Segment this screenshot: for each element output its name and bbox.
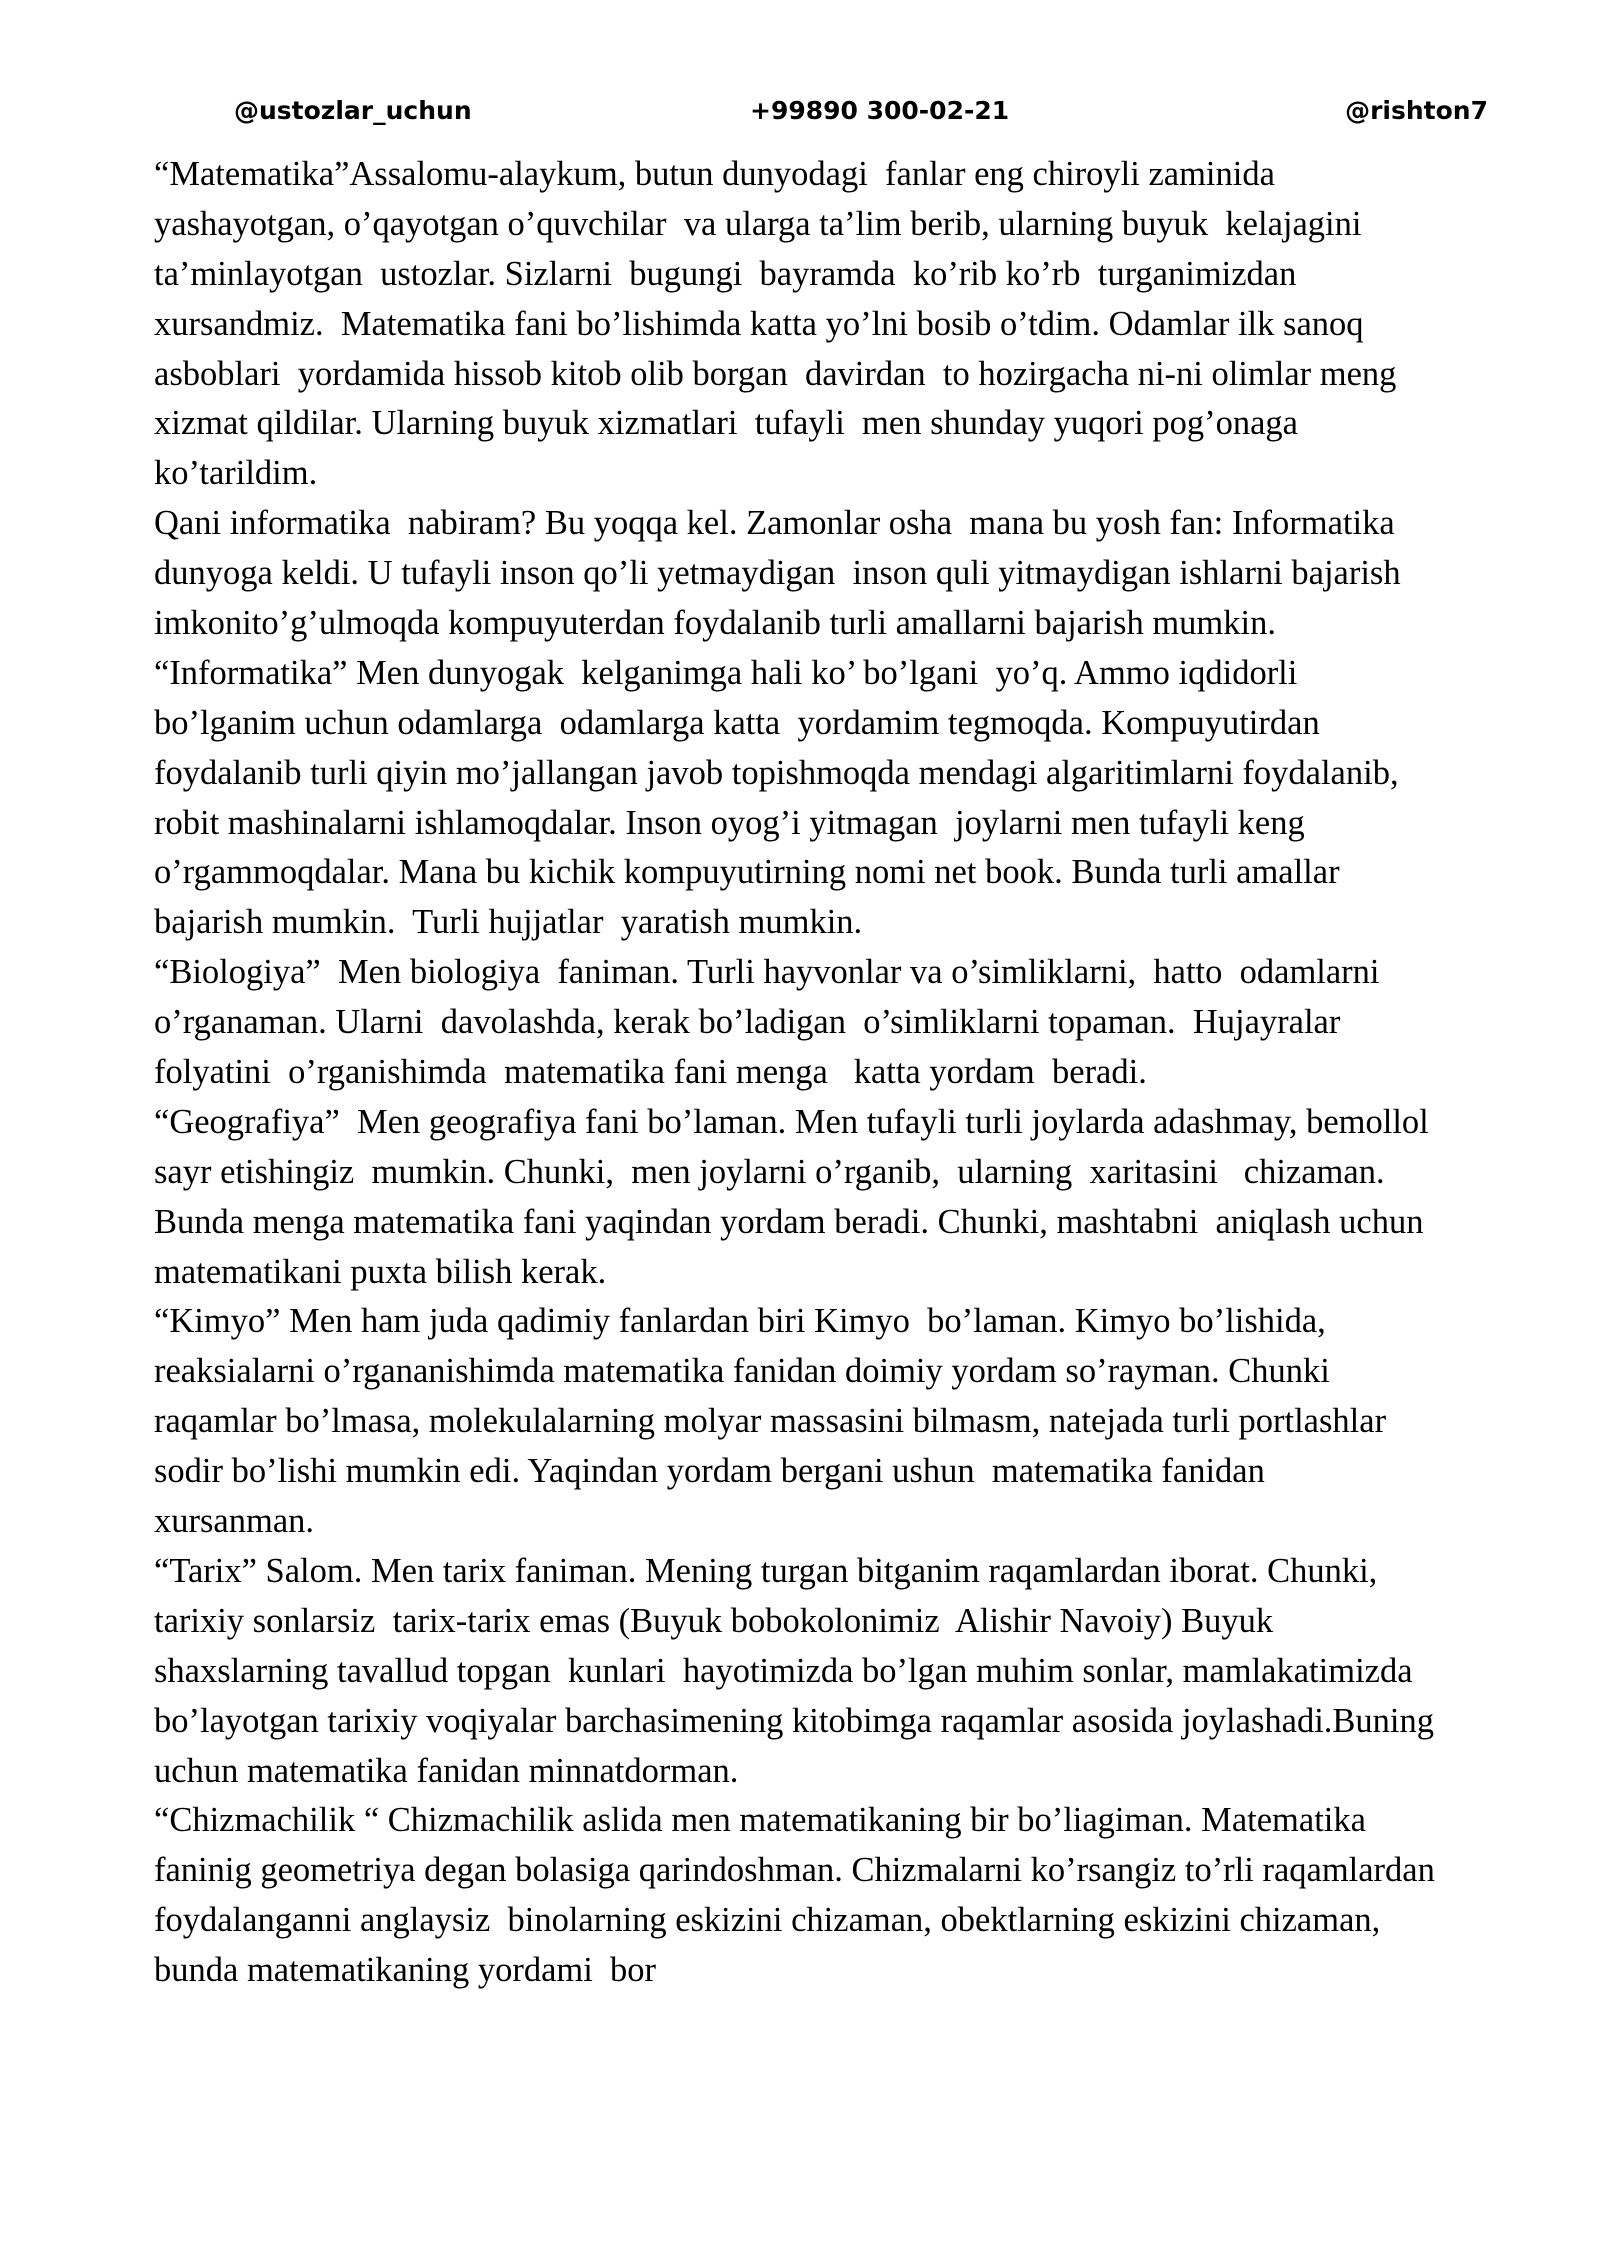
text-line: “Informatika” Men dunyogak kelganimga hali ko’ bo’lgani yo’q. Ammo iqdidorli bbox=[154, 653, 1298, 692]
text-line: ta’minlayotgan ustozlar. Sizlarni bugungi bayramda ko’rib ko’rb turganimizdan bbox=[154, 254, 1297, 293]
text-line: folyatini o’rganishimda matematika fani menga katta yordam beradi. bbox=[154, 1053, 1147, 1092]
text-line: sayr etishingiz mumkin. Chunki, men joylarni o’rganib, ularning xaritasini chizaman. bbox=[154, 1152, 1385, 1191]
text-line: Qani informatika nabiram? Bu yoqqa kel. Zamonlar osha mana bu yosh fan: Informatika bbox=[154, 504, 1395, 543]
text-line: “Geografiya” Men geografiya fani bo’laman. Men tufayli turli joylarda adashmay, bemollol bbox=[154, 1102, 1429, 1141]
document-body bbox=[154, 150, 1574, 1996]
text-line: o’rgammoqdalar. Mana bu kichik kompuyutirning nomi net book. Bunda turli amallar bbox=[154, 853, 1340, 892]
text-line: “Tarix” Salom. Men tarix faniman. Mening turgan bitganim raqamlardan iborat. Chunki, bbox=[154, 1551, 1378, 1590]
text-line: xursandmiz. Matematika fani bo’lishimda katta yo’lni bosib o’tdim. Odamlar ilk sanoq bbox=[154, 304, 1364, 343]
text-line: tarixiy sonlarsiz tarix-tarix emas (Buyuk bobokolonimiz Alishir Navoiy) Buyuk bbox=[154, 1601, 1274, 1640]
text-line: imkonito’g’ulmoqda kompuyuterdan foydalanib turli amallarni bajarish mumkin. bbox=[154, 604, 1276, 643]
header-username: @ustozlar_uchun bbox=[234, 96, 472, 125]
text-line: bo’layotgan tarixiy voqiyalar barchasimening kitobimga raqamlar asosida joylashadi.Buning bbox=[154, 1701, 1435, 1740]
text-line: asboblari yordamida hissob kitob olib borgan davirdan to hozirgacha ni-ni olimlar meng bbox=[154, 354, 1397, 393]
text-line: shaxslarning tavallud topgan kunlari hayotimizda bo’lgan muhim sonlar, mamlakatimizda bbox=[154, 1651, 1413, 1690]
header-phone: +99890 300-02-21 bbox=[750, 96, 1010, 125]
header-channel: @rishton7 bbox=[1345, 96, 1488, 125]
text-line: bo’lganim uchun odamlarga odamlarga katta yordamim tegmoqda. Kompuyutirdan bbox=[154, 703, 1320, 742]
text-line: foydalanganni anglaysiz binolarning eskizini chizaman, obektlarning eskizini chizaman, bbox=[154, 1901, 1381, 1940]
page-header bbox=[0, 96, 1600, 136]
text-line: matematikani puxta bilish kerak. bbox=[154, 1252, 607, 1291]
text-line: sodir bo’lishi mumkin edi. Yaqindan yordam bergani ushun matematika fanidan bbox=[154, 1452, 1265, 1491]
text-line: dunyoga keldi. U tufayli inson qo’li yetmaydigan inson quli yitmaydigan ishlarni bajarish bbox=[154, 554, 1401, 593]
text-line: faninig geometriya degan bolasiga qarindoshman. Chizmalarni ko’rsangiz to’rli raqamlardan bbox=[154, 1851, 1435, 1890]
text-line: “Kimyo” Men ham juda qadimiy fanlardan biri Kimyo bo’laman. Kimyo bo’lishida, bbox=[154, 1302, 1326, 1341]
text-line: bajarish mumkin. Turli hujjatlar yaratish mumkin. bbox=[154, 903, 863, 942]
text-line: “Matematika”Assalomu-alaykum, butun dunyodagi fanlar eng chiroyli zaminida bbox=[154, 155, 1275, 193]
text-line: bunda matematikaning yordami bor bbox=[154, 1951, 657, 1990]
text-line: robit mashinalarni ishlamoqdalar. Inson oyog’i yitmagan joylarni men tufayli keng bbox=[154, 803, 1305, 842]
text-line: Bunda menga matematika fani yaqindan yordam beradi. Chunki, mashtabni aniqlash uchun bbox=[154, 1202, 1424, 1241]
text-line: yashayotgan, o’qayotgan o’quvchilar va ularga ta’lim berib, ularning buyuk kelajagini bbox=[154, 204, 1362, 243]
text-line: “Biologiya” Men biologiya faniman. Turli hayvonlar va o’simliklarni, hatto odamlarni bbox=[154, 953, 1380, 992]
text-line: “Chizmachilik “ Chizmachilik aslida men matematikaning bir bo’liagiman. Matematika bbox=[154, 1801, 1366, 1840]
text-line: foydalanib turli qiyin mo’jallangan javob topishmoqda mendagi algaritimlarni foydalanib, bbox=[154, 753, 1399, 792]
text-line: uchun matematika fanidan minnatdorman. bbox=[154, 1751, 739, 1790]
text-line: xursanman. bbox=[154, 1502, 315, 1541]
text-line: ko’tarildim. bbox=[154, 454, 318, 493]
text-line: reaksialarni o’rgananishimda matematika fanidan doimiy yordam so’rayman. Chunki bbox=[154, 1352, 1330, 1391]
text-line: o’rganaman. Ularni davolashda, kerak bo’ladigan o’simliklarni topaman. Hujayralar bbox=[154, 1003, 1341, 1042]
text-line: xizmat qildilar. Ularning buyuk xizmatlari tufayli men shunday yuqori pog’onaga bbox=[154, 404, 1298, 443]
text-line: raqamlar bo’lmasa, molekulalarning molyar massasini bilmasm, natejada turli portlashlar bbox=[154, 1402, 1387, 1441]
